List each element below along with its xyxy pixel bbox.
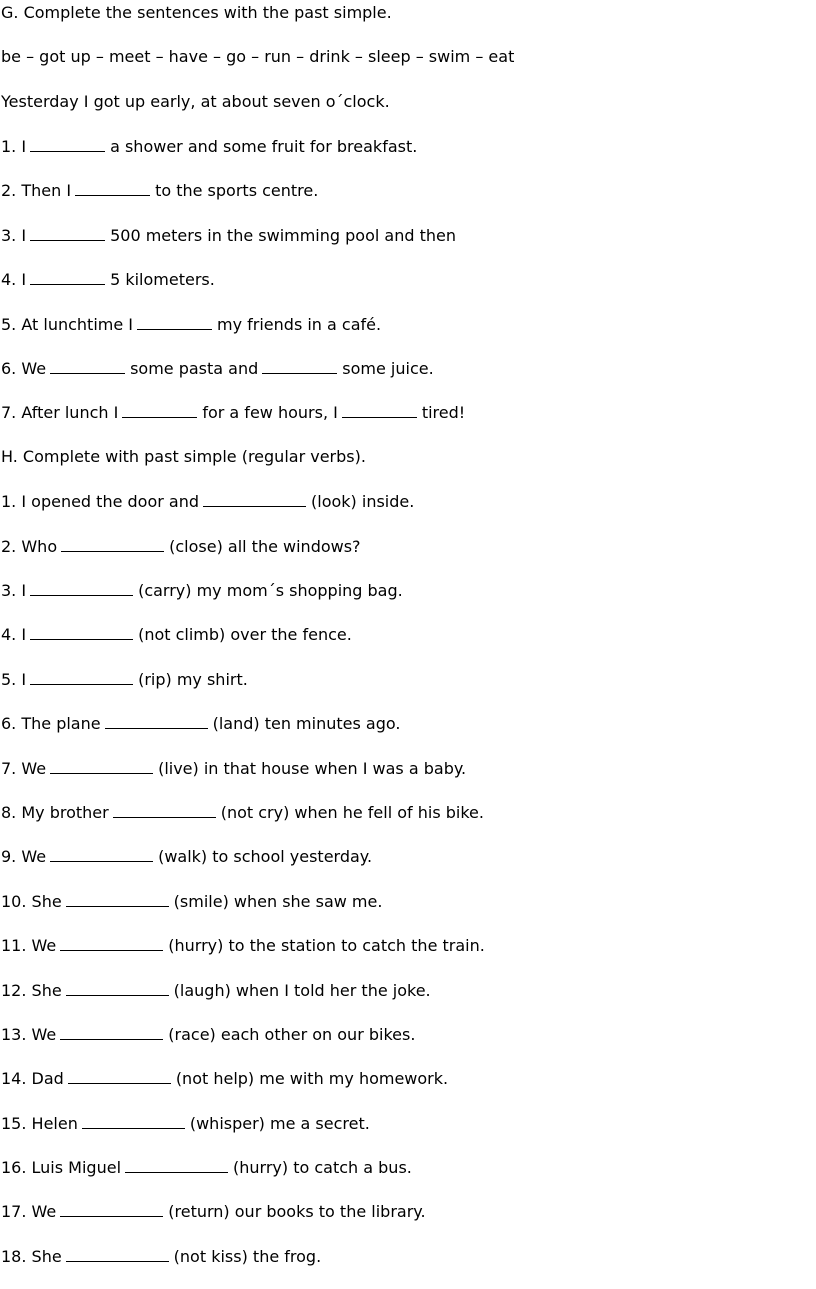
- answer-blank[interactable]: [30, 134, 105, 152]
- item-text-after: 500 meters in the swimming pool and then: [110, 226, 456, 245]
- item-text-after: (smile) when she saw me.: [173, 892, 383, 911]
- item-text-before: 4. I: [1, 270, 27, 289]
- item-text-after: (laugh) when I told her the joke.: [173, 981, 431, 1000]
- item-text-middle: for a few hours, I: [202, 403, 338, 422]
- exercise-h-item-1: [1, 489, 414, 513]
- exercise-h-item-13: [1, 1022, 415, 1046]
- answer-blank[interactable]: [60, 933, 163, 951]
- exercise-h-item-17: [1, 1199, 426, 1223]
- item-text-before: 7. After lunch I: [1, 403, 119, 422]
- item-text-before: 14. Dad: [1, 1069, 64, 1088]
- exercise-h-item-12: [1, 978, 431, 1002]
- item-text-before: 16. Luis Miguel: [1, 1158, 122, 1177]
- item-text-after: (live) in that house when I was a baby.: [158, 759, 467, 778]
- answer-blank[interactable]: [30, 622, 133, 640]
- item-text-after: (look) inside.: [311, 492, 415, 511]
- item-text-before: 11. We: [1, 936, 57, 955]
- answer-blank[interactable]: [50, 356, 125, 374]
- exercise-g-item-3: [1, 223, 456, 247]
- example-sentence: Yesterday I got up early, at about seven o´clock.: [1, 92, 390, 111]
- answer-blank[interactable]: [122, 400, 197, 418]
- answer-blank[interactable]: [342, 400, 417, 418]
- item-text-before: 1. I opened the door and: [1, 492, 200, 511]
- answer-blank[interactable]: [66, 978, 169, 996]
- exercise-h-item-18: [1, 1244, 321, 1268]
- item-text-before: 5. At lunchtime I: [1, 315, 133, 334]
- item-text-before: 18. She: [1, 1247, 62, 1266]
- item-text-after: (hurry) to catch a bus.: [233, 1158, 412, 1177]
- exercise-h-item-16: [1, 1155, 412, 1179]
- exercise-h-item-10: [1, 889, 382, 913]
- exercise-g-item-7: [1, 400, 465, 424]
- item-text-after: my friends in a café.: [217, 315, 382, 334]
- item-text-before: 4. I: [1, 625, 27, 644]
- item-text-after: (walk) to school yesterday.: [158, 847, 373, 866]
- exercise-h-item-15: [1, 1111, 370, 1135]
- exercise-g-item-4: [1, 267, 215, 291]
- word-bank: be – got up – meet – have – go – run – drink – sleep – swim – eat: [1, 47, 515, 66]
- answer-blank[interactable]: [125, 1155, 228, 1173]
- exercise-h-item-3: [1, 578, 403, 602]
- answer-blank[interactable]: [203, 489, 306, 507]
- answer-blank[interactable]: [66, 889, 169, 907]
- answer-blank[interactable]: [105, 711, 208, 729]
- answer-blank[interactable]: [30, 223, 105, 241]
- exercise-g-item-2: [1, 178, 318, 202]
- item-text-before: 9. We: [1, 847, 47, 866]
- item-text-after: (return) our books to the library.: [168, 1202, 426, 1221]
- item-text-after: some juice.: [342, 359, 434, 378]
- item-text-after: (not help) me with my homework.: [175, 1069, 449, 1088]
- answer-blank[interactable]: [50, 756, 153, 774]
- item-text-after: (carry) my mom´s shopping bag.: [138, 581, 403, 600]
- exercise-h-item-4: [1, 622, 352, 646]
- section-h-heading: H. Complete with past simple (regular verbs).: [1, 447, 366, 466]
- answer-blank[interactable]: [82, 1111, 185, 1129]
- answer-blank[interactable]: [68, 1066, 171, 1084]
- item-text-before: 5. I: [1, 670, 27, 689]
- item-text-before: 2. Then I: [1, 181, 72, 200]
- answer-blank[interactable]: [30, 667, 133, 685]
- item-text-before: 8. My brother: [1, 803, 109, 822]
- answer-blank[interactable]: [113, 800, 216, 818]
- exercise-h-item-7: [1, 756, 466, 780]
- answer-blank[interactable]: [60, 1199, 163, 1217]
- exercise-h-item-8: [1, 800, 484, 824]
- answer-blank[interactable]: [75, 178, 150, 196]
- item-text-after: tired!: [421, 403, 466, 422]
- item-text-after: to the sports centre.: [155, 181, 319, 200]
- item-text-before: 15. Helen: [1, 1114, 78, 1133]
- item-text-before: 10. She: [1, 892, 62, 911]
- item-text-before: 6. The plane: [1, 714, 101, 733]
- item-text-after: (not climb) over the fence.: [138, 625, 352, 644]
- item-text-before: 2. Who: [1, 537, 58, 556]
- item-text-middle: some pasta and: [130, 359, 259, 378]
- item-text-before: 6. We: [1, 359, 47, 378]
- exercise-g-item-6: [1, 356, 434, 380]
- exercise-h-item-9: [1, 844, 372, 868]
- item-text-before: 13. We: [1, 1025, 57, 1044]
- item-text-after: (hurry) to the station to catch the train.: [168, 936, 485, 955]
- exercise-h-item-14: [1, 1066, 448, 1090]
- answer-blank[interactable]: [50, 844, 153, 862]
- item-text-after: (race) each other on our bikes.: [168, 1025, 416, 1044]
- item-text-after: (land) ten minutes ago.: [212, 714, 401, 733]
- answer-blank[interactable]: [60, 1022, 163, 1040]
- exercise-h-item-6: [1, 711, 400, 735]
- item-text-after: 5 kilometers.: [110, 270, 215, 289]
- answer-blank[interactable]: [30, 267, 105, 285]
- item-text-before: 7. We: [1, 759, 47, 778]
- item-text-after: (whisper) me a secret.: [189, 1114, 370, 1133]
- section-g-heading: G. Complete the sentences with the past simple.: [1, 3, 392, 22]
- exercise-g-item-1: [1, 134, 417, 158]
- answer-blank[interactable]: [137, 312, 212, 330]
- item-text-before: 17. We: [1, 1202, 57, 1221]
- answer-blank[interactable]: [30, 578, 133, 596]
- item-text-after: (rip) my shirt.: [138, 670, 248, 689]
- item-text-after: a shower and some fruit for breakfast.: [110, 137, 418, 156]
- exercise-h-item-2: [1, 534, 361, 558]
- exercise-h-item-5: [1, 667, 248, 691]
- item-text-before: 3. I: [1, 581, 27, 600]
- exercise-g-item-5: [1, 312, 381, 336]
- answer-blank[interactable]: [61, 534, 164, 552]
- item-text-before: 3. I: [1, 226, 27, 245]
- exercise-h-item-11: [1, 933, 485, 957]
- item-text-after: (not cry) when he fell of his bike.: [220, 803, 484, 822]
- answer-blank[interactable]: [66, 1244, 169, 1262]
- item-text-after: (close) all the windows?: [169, 537, 361, 556]
- item-text-before: 12. She: [1, 981, 62, 1000]
- item-text-after: (not kiss) the frog.: [173, 1247, 322, 1266]
- item-text-before: 1. I: [1, 137, 27, 156]
- answer-blank[interactable]: [262, 356, 337, 374]
